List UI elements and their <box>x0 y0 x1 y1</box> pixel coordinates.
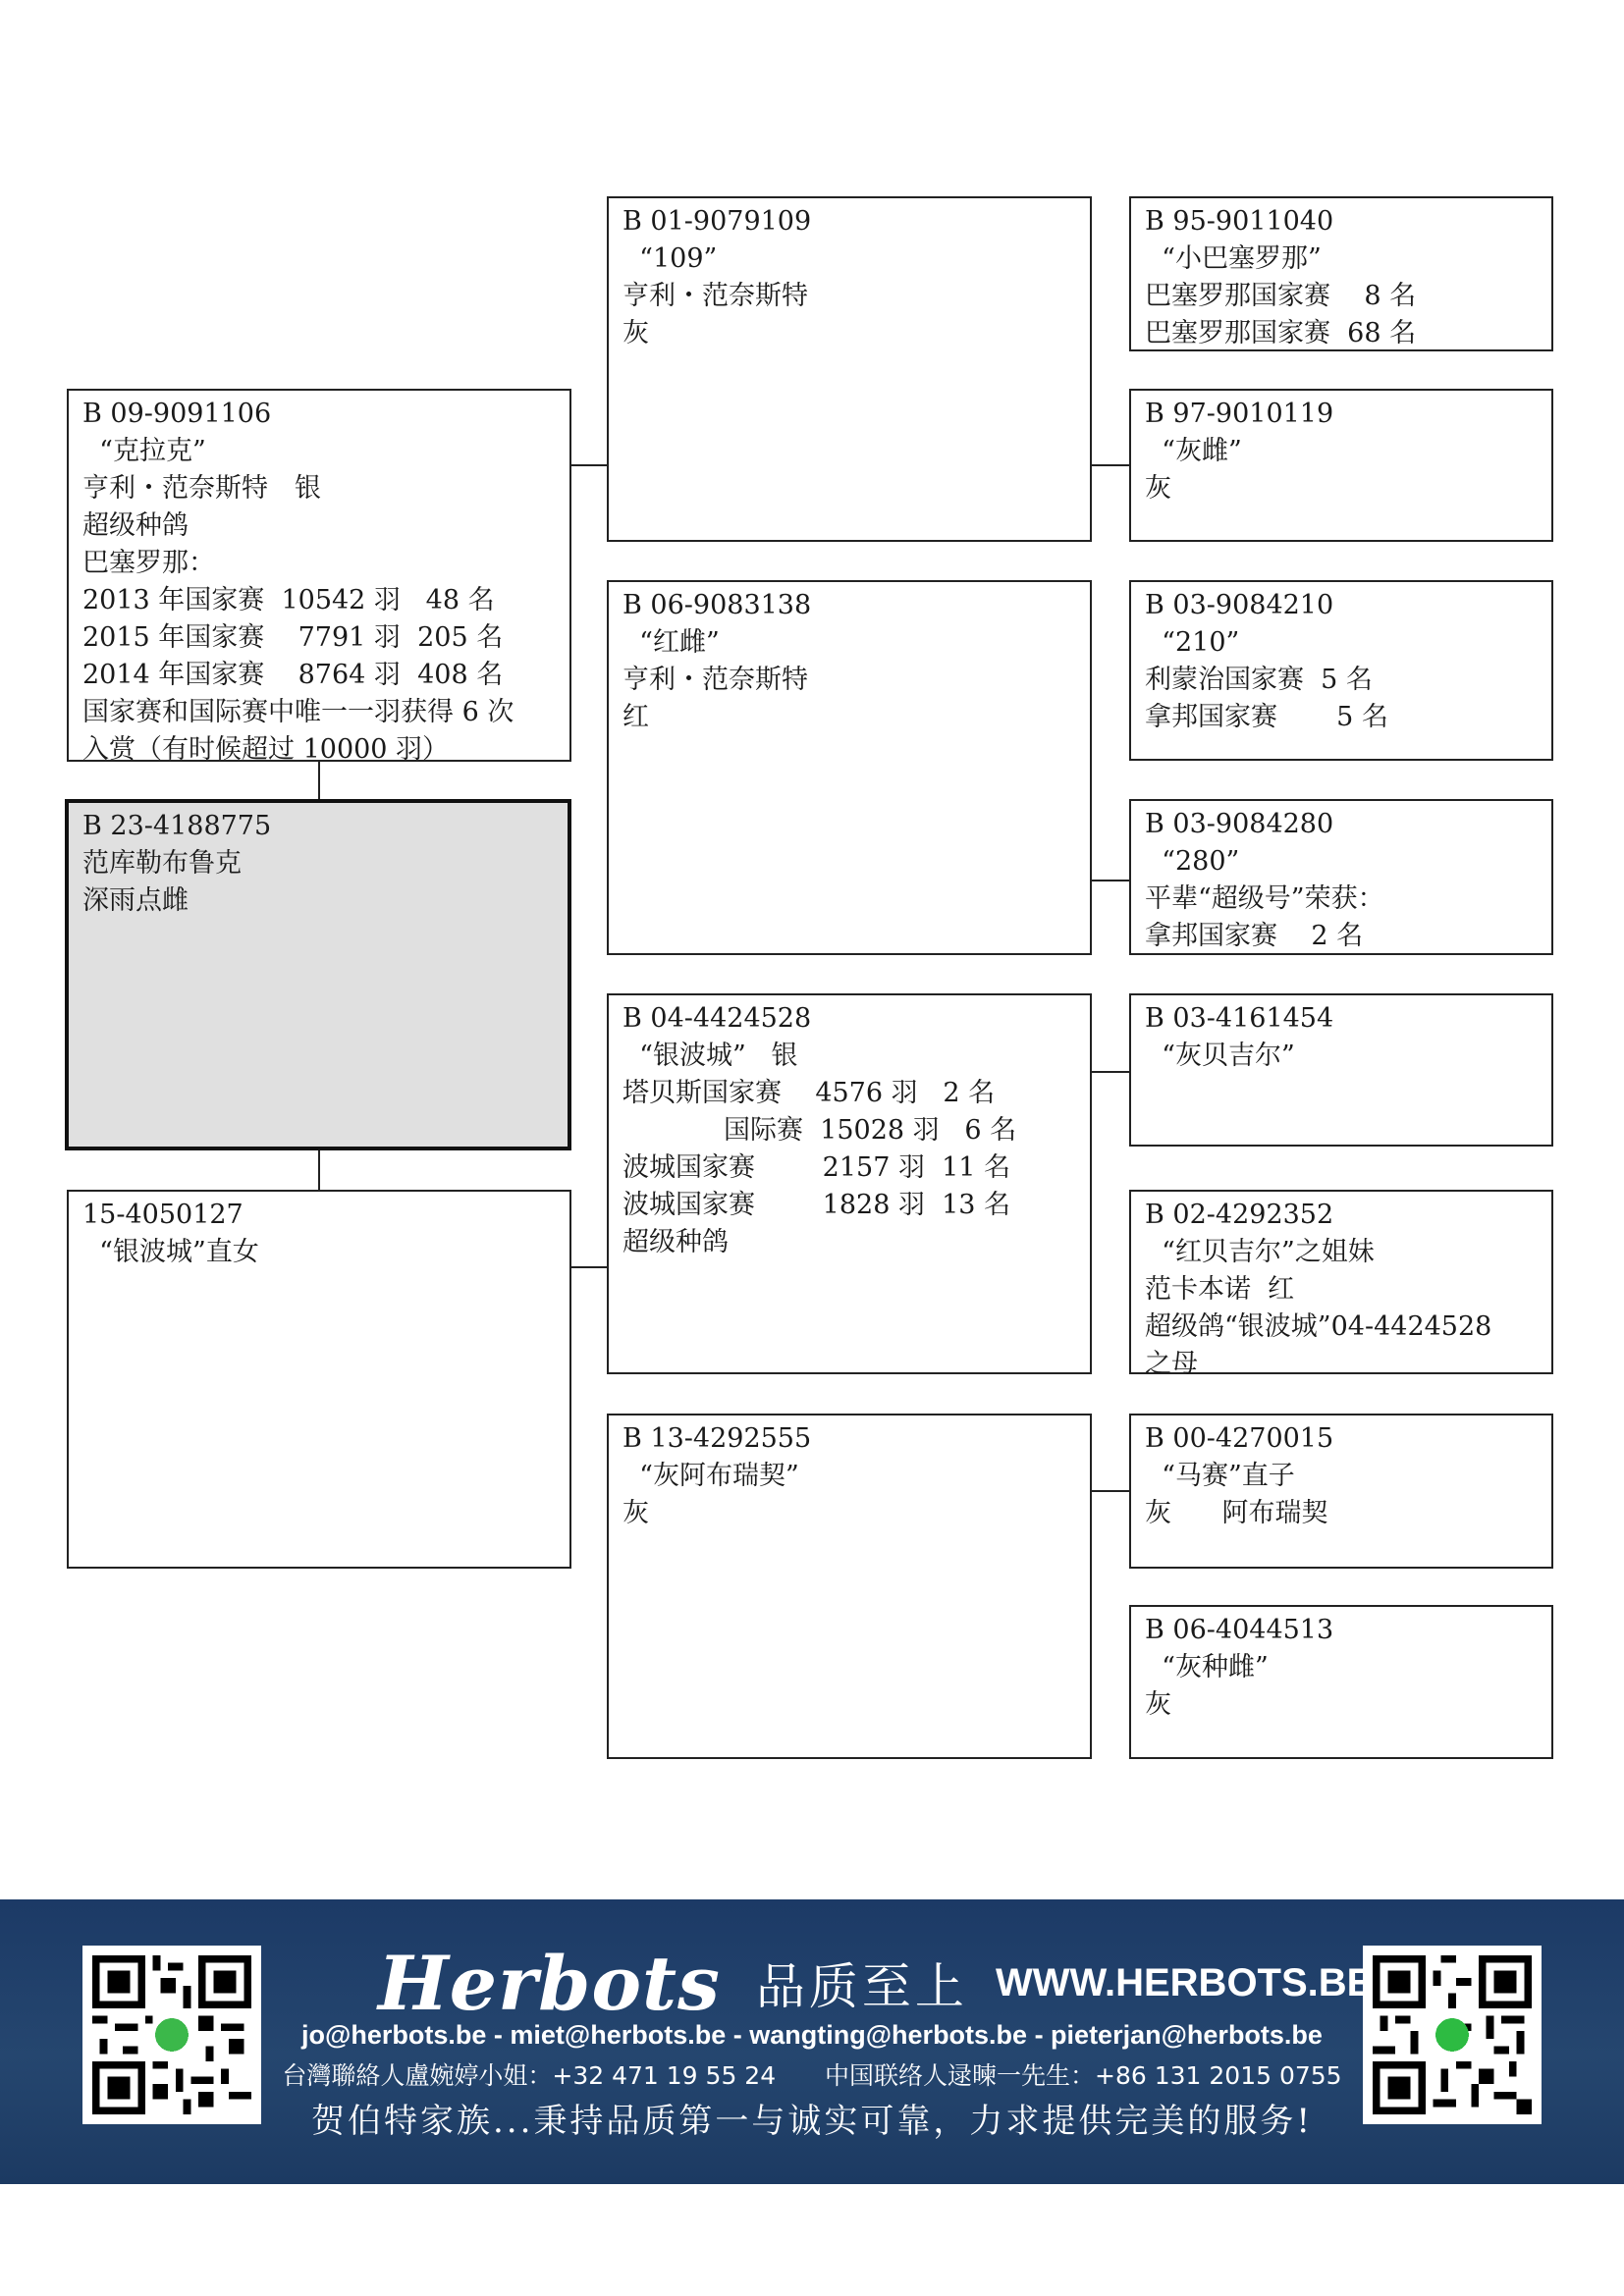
contact-line <box>275 2056 1349 2092</box>
email-list[interactable]: jo@herbots.be - miet@herbots.be - wangting@herbots.be - pieterjan@herbots.be <box>301 2020 1323 2050</box>
ssd-box <box>1129 389 1553 542</box>
pigeon-info-line: 2013 年国家赛 10542 羽 48 名 <box>82 585 495 615</box>
pigeon-info-line: 拿邦国家赛 5 名 <box>1145 702 1388 732</box>
brand-header <box>378 1939 1373 2027</box>
contact-china: 中国联络人逯暕一先生：+86 131 2015 0755 <box>825 2061 1342 2090</box>
wechat-qr-icon <box>1363 1946 1542 2124</box>
pigeon-info-line: 利蒙治国家赛 5 名 <box>1145 665 1373 695</box>
connector <box>1092 1071 1131 1073</box>
pigeon-info-line: B 06-9083138 <box>623 590 812 620</box>
pigeon-info-line: “克拉克” <box>82 436 206 466</box>
dam-dam-box <box>607 1414 1092 1759</box>
pigeon-info-line: B 00-4270015 <box>1145 1423 1334 1454</box>
pigeon-info-line: B 03-9084210 <box>1145 590 1334 620</box>
pigeon-info-line: 灰 <box>1145 1689 1171 1720</box>
connector <box>1092 464 1131 466</box>
pigeon-info-line: 超级种鸽 <box>82 510 189 541</box>
pigeon-info-line: “210” <box>1145 627 1240 658</box>
footer-banner <box>0 1899 1624 2184</box>
pigeon-info-line: 灰 阿布瑞契 <box>1145 1498 1328 1528</box>
pigeon-info-line: “灰贝吉尔” <box>1145 1041 1295 1071</box>
connector <box>1092 1490 1131 1492</box>
pigeon-info-line: 波城国家赛 2157 羽 11 名 <box>623 1152 1011 1183</box>
pigeon-info-line: 深雨点雌 <box>82 885 189 916</box>
pigeon-info-line: B 03-4161454 <box>1145 1003 1334 1034</box>
pigeon-info-line: 范库勒布鲁克 <box>82 848 242 879</box>
pigeon-info-line: B 97-9010119 <box>1145 399 1334 429</box>
herbots-logo: Herbots <box>378 1939 721 2027</box>
tagline: 贺伯特家族...秉持品质第一与诚实可靠，力求提供完美的服务! <box>310 2102 1314 2141</box>
sdd-box <box>1129 799 1553 955</box>
pigeon-info-line: “灰阿布瑞契” <box>623 1461 799 1491</box>
slogan: 品质至上 <box>755 1958 968 2015</box>
pigeon-info-line: “银波城”直女 <box>82 1237 259 1267</box>
pigeon-info-line: 波城国家赛 1828 羽 13 名 <box>623 1190 1011 1220</box>
pigeon-info-line: “280” <box>1145 846 1240 877</box>
pigeon-info-line: “红贝吉尔”之姐妹 <box>1145 1237 1375 1267</box>
ddd-box <box>1129 1605 1553 1759</box>
pigeon-info-line: 平辈“超级号”荣获： <box>1145 883 1384 914</box>
sire-dam-box <box>607 580 1092 955</box>
pigeon-info-line: B 06-4044513 <box>1145 1615 1334 1645</box>
pigeon-info-line: “灰种雌” <box>1145 1652 1269 1682</box>
subject-box <box>65 799 571 1150</box>
pigeon-info-line: 15-4050127 <box>82 1200 244 1230</box>
pigeon-info-line: 巴塞罗那国家赛 68 名 <box>1145 318 1417 348</box>
sds-box <box>1129 580 1553 761</box>
pigeon-info-line: “灰雌” <box>1145 436 1242 466</box>
pigeon-info-line: 塔贝斯国家赛 4576 羽 2 名 <box>623 1078 996 1108</box>
pigeon-info-line: 亨利・范奈斯特 <box>623 281 808 311</box>
pigeon-info-line: 2014 年国家赛 8764 羽 408 名 <box>82 660 504 690</box>
pigeon-info-line: “小巴塞罗那” <box>1145 243 1322 274</box>
pigeon-info-line: 巴塞罗那： <box>82 548 215 578</box>
pigeon-info-line: 亨利・范奈斯特 银 <box>82 473 321 504</box>
sire-sire-box <box>607 196 1092 542</box>
pigeon-info-line: “银波城” 银 <box>623 1041 798 1071</box>
pigeon-info-line: 灰 <box>1145 473 1171 504</box>
pigeon-info-line: B 23-4188775 <box>82 811 272 841</box>
connector <box>1092 880 1131 881</box>
pigeon-info-line: “马赛”直子 <box>1145 1461 1295 1491</box>
pigeon-info-line: 国家赛和国际赛中唯一一羽获得 6 次 <box>82 697 514 727</box>
dsd-box <box>1129 1190 1553 1379</box>
pigeon-info-line: 超级鸽“银波城”04-4424528 <box>1145 1311 1492 1342</box>
pigeon-info-line: B 02-4292352 <box>1145 1200 1334 1230</box>
pigeon-info-line: 2015 年国家赛 7791 羽 205 名 <box>82 622 504 653</box>
website-link[interactable]: WWW.HERBOTS.BE <box>995 1960 1374 2004</box>
dss-box <box>1129 993 1553 1147</box>
pigeon-info-line: 巴塞罗那国家赛 8 名 <box>1145 281 1417 311</box>
dam-sire-box <box>607 993 1092 1374</box>
pigeon-info-line: B 01-9079109 <box>623 206 812 237</box>
contact-taiwan: 台灣聯絡人盧婉婷小姐：+32 471 19 55 24 <box>282 2061 777 2090</box>
pigeon-info-line: B 09-9091106 <box>82 399 272 429</box>
sss-box <box>1129 196 1553 351</box>
pigeon-info-line: B 03-9084280 <box>1145 809 1334 839</box>
pigeon-info-line: 灰 <box>623 318 649 348</box>
pigeon-info-line: 超级种鸽 <box>623 1227 729 1257</box>
connector <box>569 464 609 466</box>
pigeon-info-line: 红 <box>623 702 649 732</box>
connector <box>318 1150 320 1190</box>
pigeon-info-line: 入赏（有时候超过 10000 羽） <box>82 734 450 765</box>
dam-box <box>67 1190 571 1569</box>
line-qr-icon <box>82 1946 261 2124</box>
connector <box>569 1266 609 1268</box>
dds-box <box>1129 1414 1553 1569</box>
pigeon-info-line: 灰 <box>623 1498 649 1528</box>
pigeon-info-line: 范卡本诺 红 <box>1145 1274 1295 1305</box>
pigeon-info-line: “109” <box>623 243 718 274</box>
pigeon-info-line: B 04-4424528 <box>623 1003 812 1034</box>
pigeon-info-line: 亨利・范奈斯特 <box>623 665 808 695</box>
pigeon-info-line: “红雌” <box>623 627 720 658</box>
pigeon-info-line: 拿邦国家赛 2 名 <box>1145 921 1364 951</box>
pigeon-info-line: 国际赛 15028 羽 6 名 <box>623 1115 1017 1146</box>
pigeon-info-line: 之母 <box>1145 1349 1198 1379</box>
pigeon-info-line: B 13-4292555 <box>623 1423 812 1454</box>
pigeon-info-line: B 95-9011040 <box>1145 206 1334 237</box>
sire-box <box>67 389 571 765</box>
